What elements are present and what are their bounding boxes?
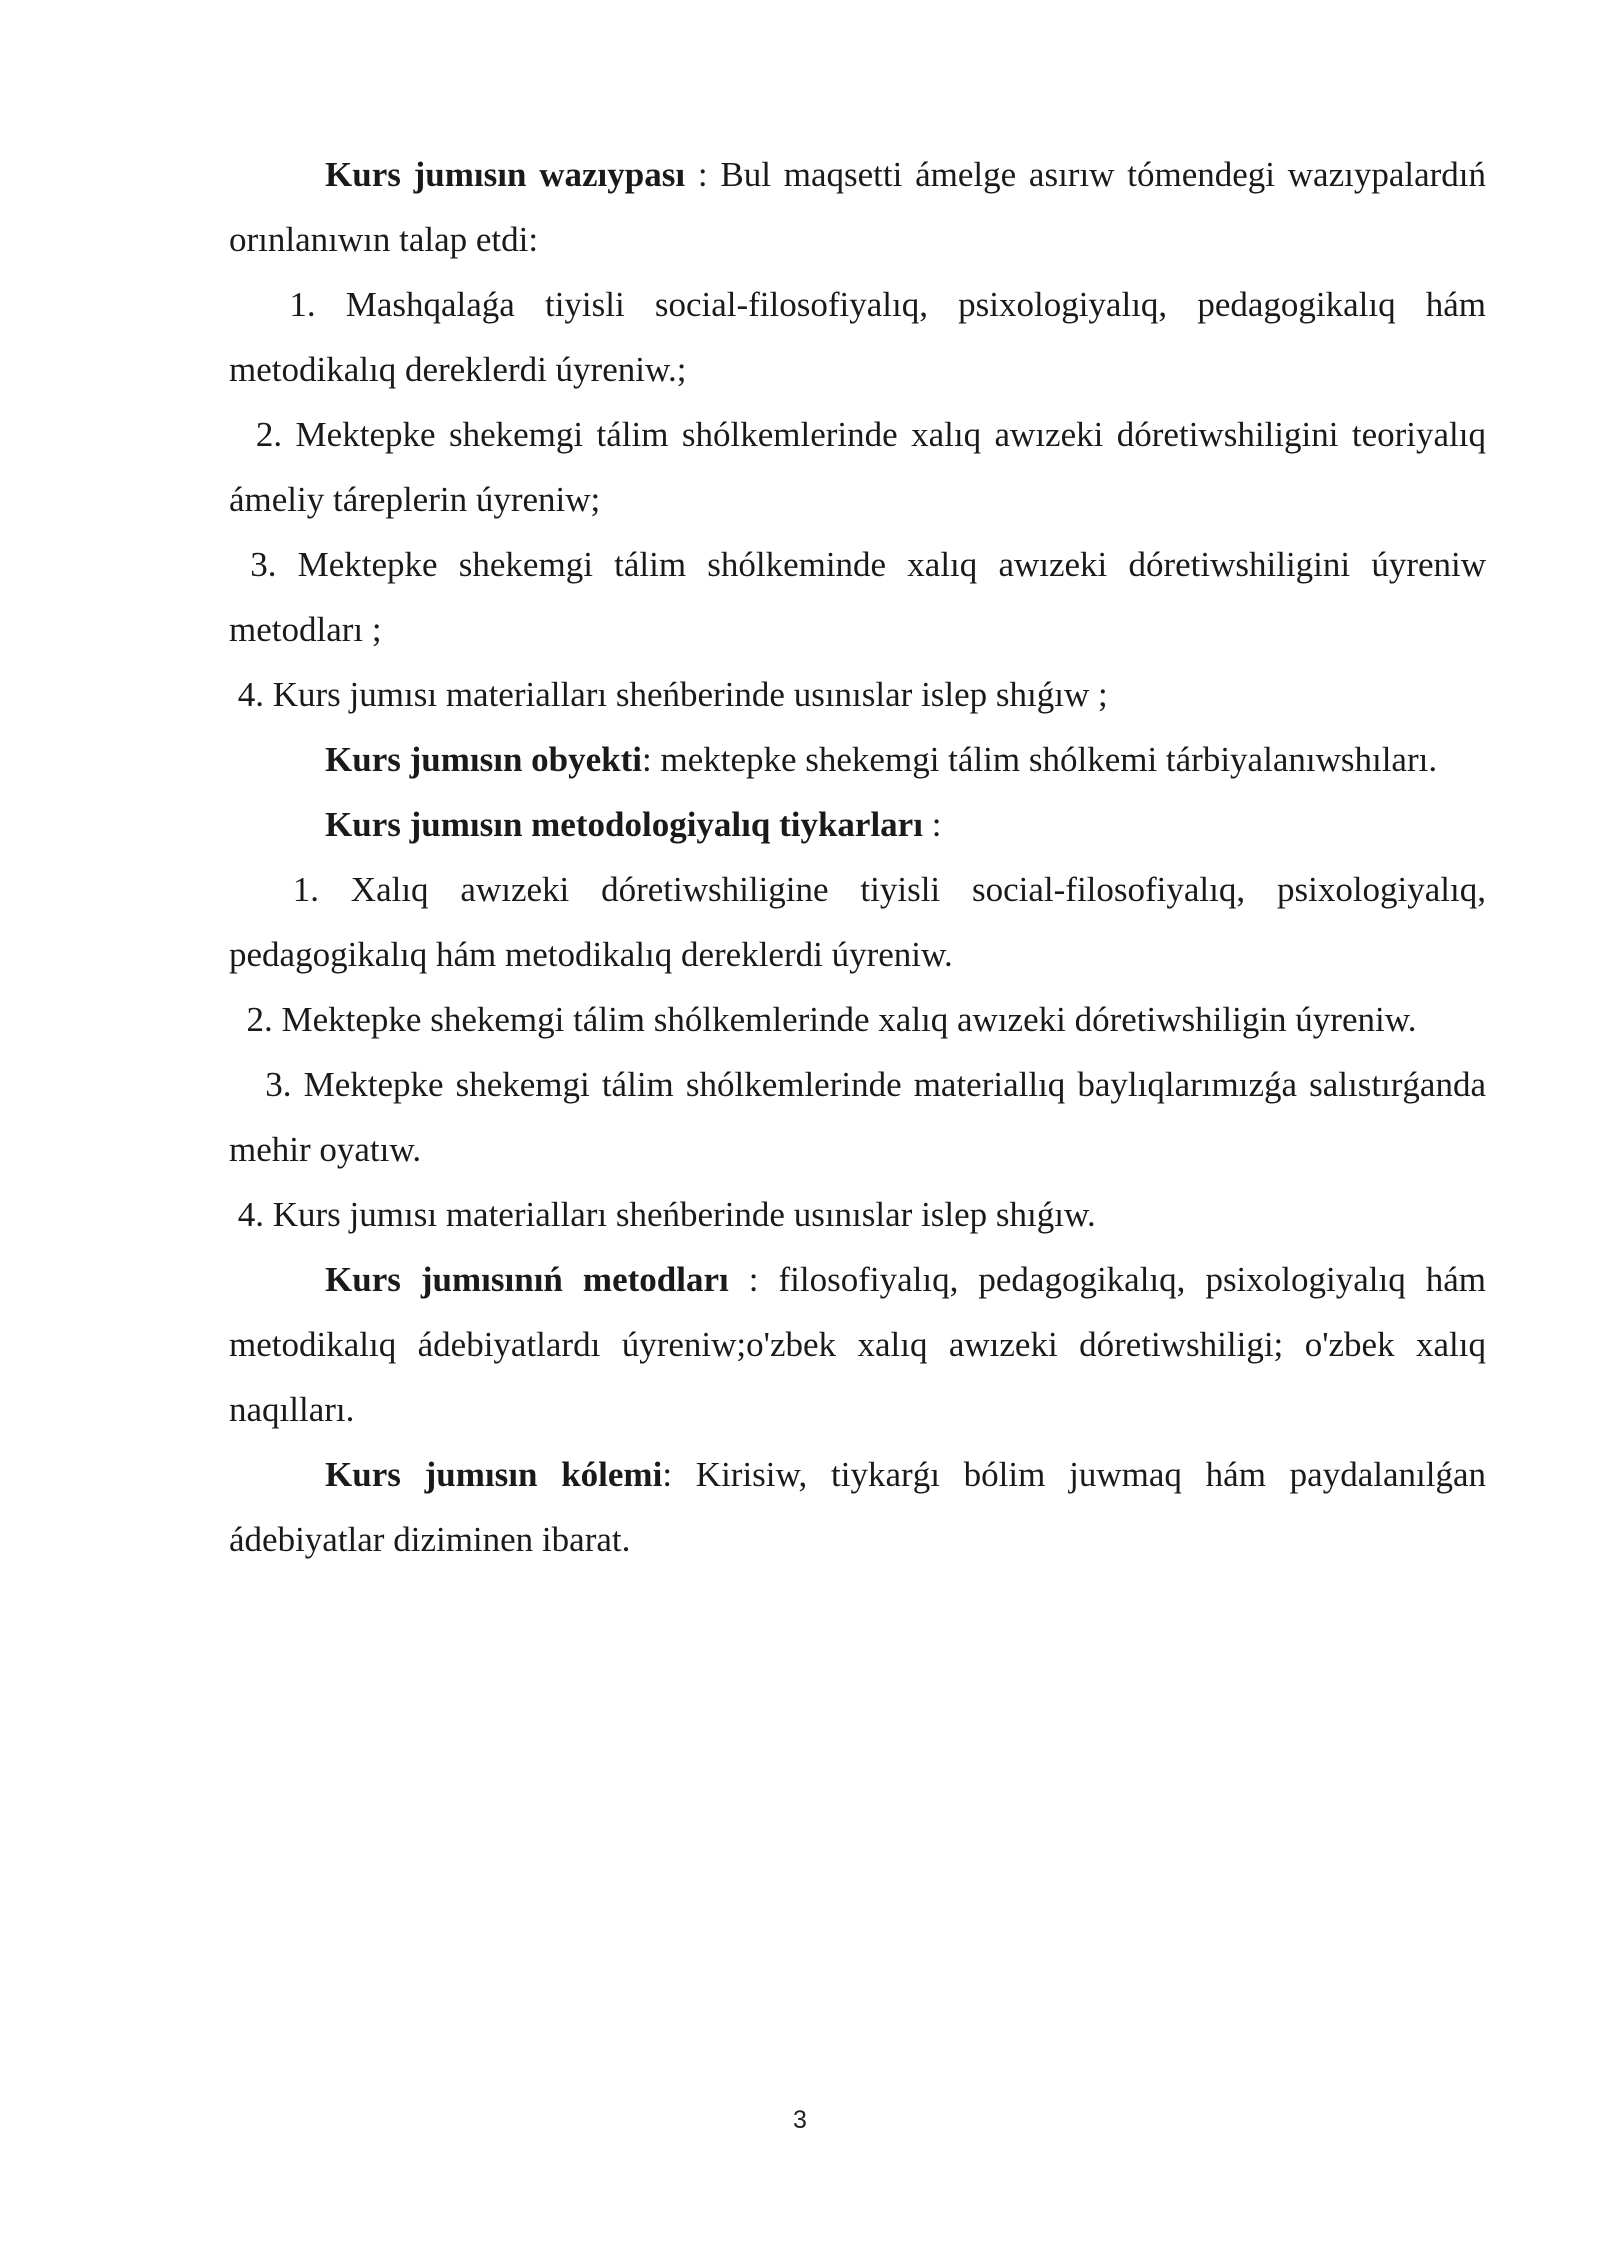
tasks-heading: Kurs jumısın wazıypası xyxy=(325,155,686,194)
tasks-item-1-text: Mashqalaǵa tiyisli social-filosofiyalıq, psixologiyalıq, pedagogikalıq hám metodikalıq dereklerdi úyreniw.; xyxy=(229,285,1495,389)
methodology-heading: Kurs jumısın metodologiyalıq tiykarları xyxy=(325,805,923,844)
tasks-item-1 xyxy=(229,272,1495,402)
methods-paragraph xyxy=(229,1247,1486,1442)
tasks-item-4-text: Kurs jumısı materialları sheńberinde usınıslar islep shıǵıw ; xyxy=(264,675,1108,714)
tasks-item-3 xyxy=(229,532,1495,662)
methods-heading: Kurs jumısınıń metodları xyxy=(325,1260,729,1299)
object-text: : mektepke shekemgi tálim shólkemi tárbiyalanıwshıları. xyxy=(642,740,1438,779)
tasks-text: : Bul maqsetti ámelge asırıw tómendegi wazıypalardıń orınlanıwın talap etdi: xyxy=(229,155,1487,259)
methodology-item-4-prefix: 4. xyxy=(229,1195,264,1234)
methodology-item-1-text: Xalıq awızeki dóretiwshiligine tiyisli social-filosofiyalıq, psixologiyalıq, pedagogikalıq hám metodikalıq dereklerdi úyreniw. xyxy=(229,870,1495,974)
methodology-item-3-text: Mektepke shekemgi tálim shólkemlerinde materiallıq baylıqlarımızǵa salıstırǵanda mehir oyatıw. xyxy=(229,1065,1495,1169)
tasks-item-3-prefix: 3. xyxy=(229,545,277,584)
tasks-item-2-text: Mektepke shekemgi tálim shólkemlerinde xalıq awızeki dóretiwshiligini teoriyalıq ámeliy táreplerin úyreniw; xyxy=(229,415,1495,519)
methodology-item-4-text: Kurs jumısı materialları sheńberinde usınıslar islep shıǵıw. xyxy=(264,1195,1096,1234)
volume-paragraph xyxy=(229,1442,1486,1572)
object-paragraph xyxy=(229,727,1486,792)
tasks-item-1-prefix: 1. xyxy=(229,285,316,324)
tasks-paragraph xyxy=(229,142,1486,272)
tasks-item-4 xyxy=(229,662,1486,727)
methodology-item-4 xyxy=(229,1182,1486,1247)
methodology-item-3 xyxy=(229,1052,1495,1182)
tasks-item-4-prefix: 4. xyxy=(229,675,264,714)
methodology-item-2-prefix: 2. xyxy=(229,1000,273,1039)
tasks-item-3-text: Mektepke shekemgi tálim shólkeminde xalıq awızeki dóretiwshiligini úyreniw metodları ; xyxy=(229,545,1495,649)
methodology-item-1 xyxy=(229,857,1495,987)
tasks-item-2-prefix: 2. xyxy=(229,415,283,454)
object-heading: Kurs jumısın obyekti xyxy=(325,740,642,779)
methodology-item-3-prefix: 3. xyxy=(229,1065,292,1104)
methodology-item-2 xyxy=(229,987,1486,1052)
methods-text: : filosofiyalıq, pedagogikalıq, psixologiyalıq hám metodikalıq ádebiyatlardı úyreniw;o'zbek xalıq awızeki dóretiwshiligi; o'zbek xalıq naqılları. xyxy=(229,1260,1487,1429)
methodology-paragraph xyxy=(229,792,1486,857)
tasks-item-2 xyxy=(229,402,1495,532)
methodology-item-2-text: Mektepke shekemgi tálim shólkemlerinde xalıq awızeki dóretiwshiligin úyreniw. xyxy=(272,1000,1417,1039)
volume-heading: Kurs jumısın kólemi xyxy=(325,1455,663,1494)
volume-text: : Kirisiw, tiykarǵı bólim juwmaq hám paydalanılǵan ádebiyatlar diziminen ibarat. xyxy=(229,1455,1486,1559)
methodology-text: : xyxy=(922,805,942,844)
methodology-item-1-prefix: 1. xyxy=(229,870,319,909)
document-body xyxy=(229,142,1495,1572)
page-number: 3 xyxy=(793,2106,807,2134)
